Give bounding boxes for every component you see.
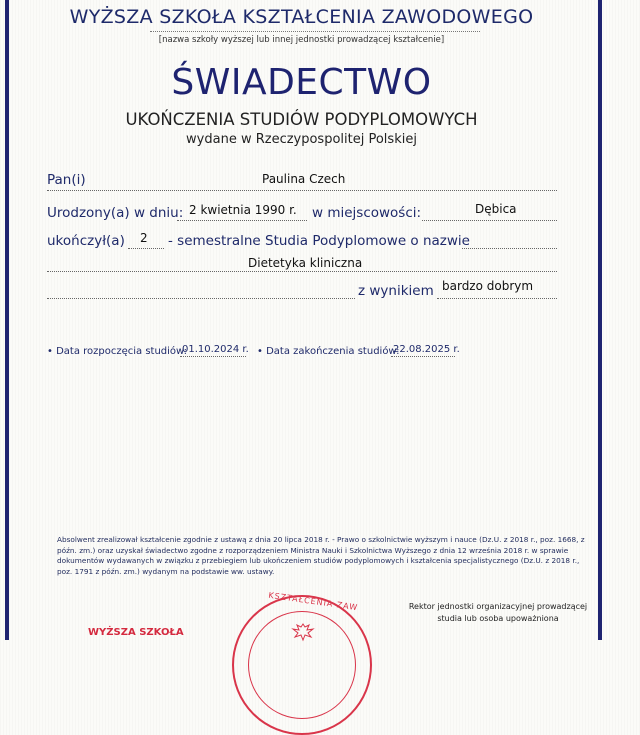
born-date-value: 2 kwietnia 1990 r. [189, 203, 297, 217]
signature-caption-line2: studia lub osoba upoważniona [437, 614, 559, 623]
result-label: z wynikiem [358, 283, 434, 299]
place-dotted-line [422, 220, 557, 221]
semesters-dotted-line [128, 248, 164, 249]
official-seal-text: KSZTAŁCENIA ZAW [267, 590, 359, 613]
result-leading-dotted-line [47, 298, 355, 299]
result-dotted-line [437, 298, 557, 299]
start-date-label: • Data rozpoczęcia studiów: [47, 346, 188, 357]
program-dotted-line-1 [462, 248, 557, 249]
school-caption: [nazwa szkoły wyższej lub innej jednostki prowadzącej kształcenie] [158, 35, 445, 45]
place-value: Dębica [475, 202, 517, 216]
school-name-dotted-line [150, 31, 480, 32]
completed-label: ukończył(a) [47, 233, 125, 249]
program-value: Dietetyka kliniczna [248, 256, 363, 270]
born-date-dotted-line [177, 220, 307, 221]
start-date-label-text: Data rozpoczęcia studiów: [56, 346, 188, 357]
school-name: WYŻSZA SZKOŁA KSZTAŁCENIA ZAWODOWEGO [69, 6, 534, 28]
name-label: Pan(i) [47, 172, 86, 188]
start-date-value: 01.10.2024 r. [182, 344, 249, 355]
document-issued-in: wydane w Rzeczypospolitej Polskiej [186, 132, 417, 147]
school-stamp-text: WYŻSZA SZKOŁA [88, 627, 184, 638]
program-label: - semestralne Studia Podyplomowe o nazwie [168, 233, 470, 249]
document-title: ŚWIADECTWO [171, 62, 432, 103]
name-value: Paulina Czech [262, 172, 346, 186]
document-subtitle: UKOŃCZENIA STUDIÓW PODYPLOMOWYCH [125, 110, 478, 129]
end-date-dotted-line [391, 356, 455, 357]
signature-caption [398, 601, 598, 625]
legal-notice: Absolwent zrealizował kształcenie zgodnie z ustawą z dnia 20 lipca 2018 r. - Prawo o szkolnictwie wyższym i nauce (Dz.U. z 2018 r., poz. 1668, z późn. zm.) oraz uzyskał świadectwo zgodne z rozporządzeniem Ministra Nauki i Szkolnictwa Wyższego z dnia 12 września 2018 r. w sprawie dokumentów wydawanych w związku z przebiegiem lub ukończeniem studiów podyplomowych i kształcenia specjalistycznego (Dz.U. z 2018 r., poz. 1791 z późn. zm.) wydanym na podstawie ww. ustawy. [57, 535, 585, 576]
program-dotted-line-2 [47, 271, 557, 272]
result-value: bardzo dobrym [442, 279, 534, 293]
signature-caption-line1: Rektor jednostki organizacyjnej prowadzącej [408, 602, 588, 611]
name-dotted-line [47, 190, 557, 191]
start-date-dotted-line [180, 356, 246, 357]
place-label: w miejscowości: [312, 205, 422, 221]
born-label: Urodzony(a) w dniu: [47, 205, 184, 221]
official-seal [232, 595, 372, 735]
end-date-label: • Data zakończenia studiów: [257, 346, 400, 357]
eagle-emblem-icon [290, 622, 316, 644]
end-date-value: 22.08.2025 r. [393, 344, 460, 355]
semesters-value: 2 [140, 231, 148, 245]
end-date-label-text: Data zakończenia studiów: [266, 346, 400, 357]
